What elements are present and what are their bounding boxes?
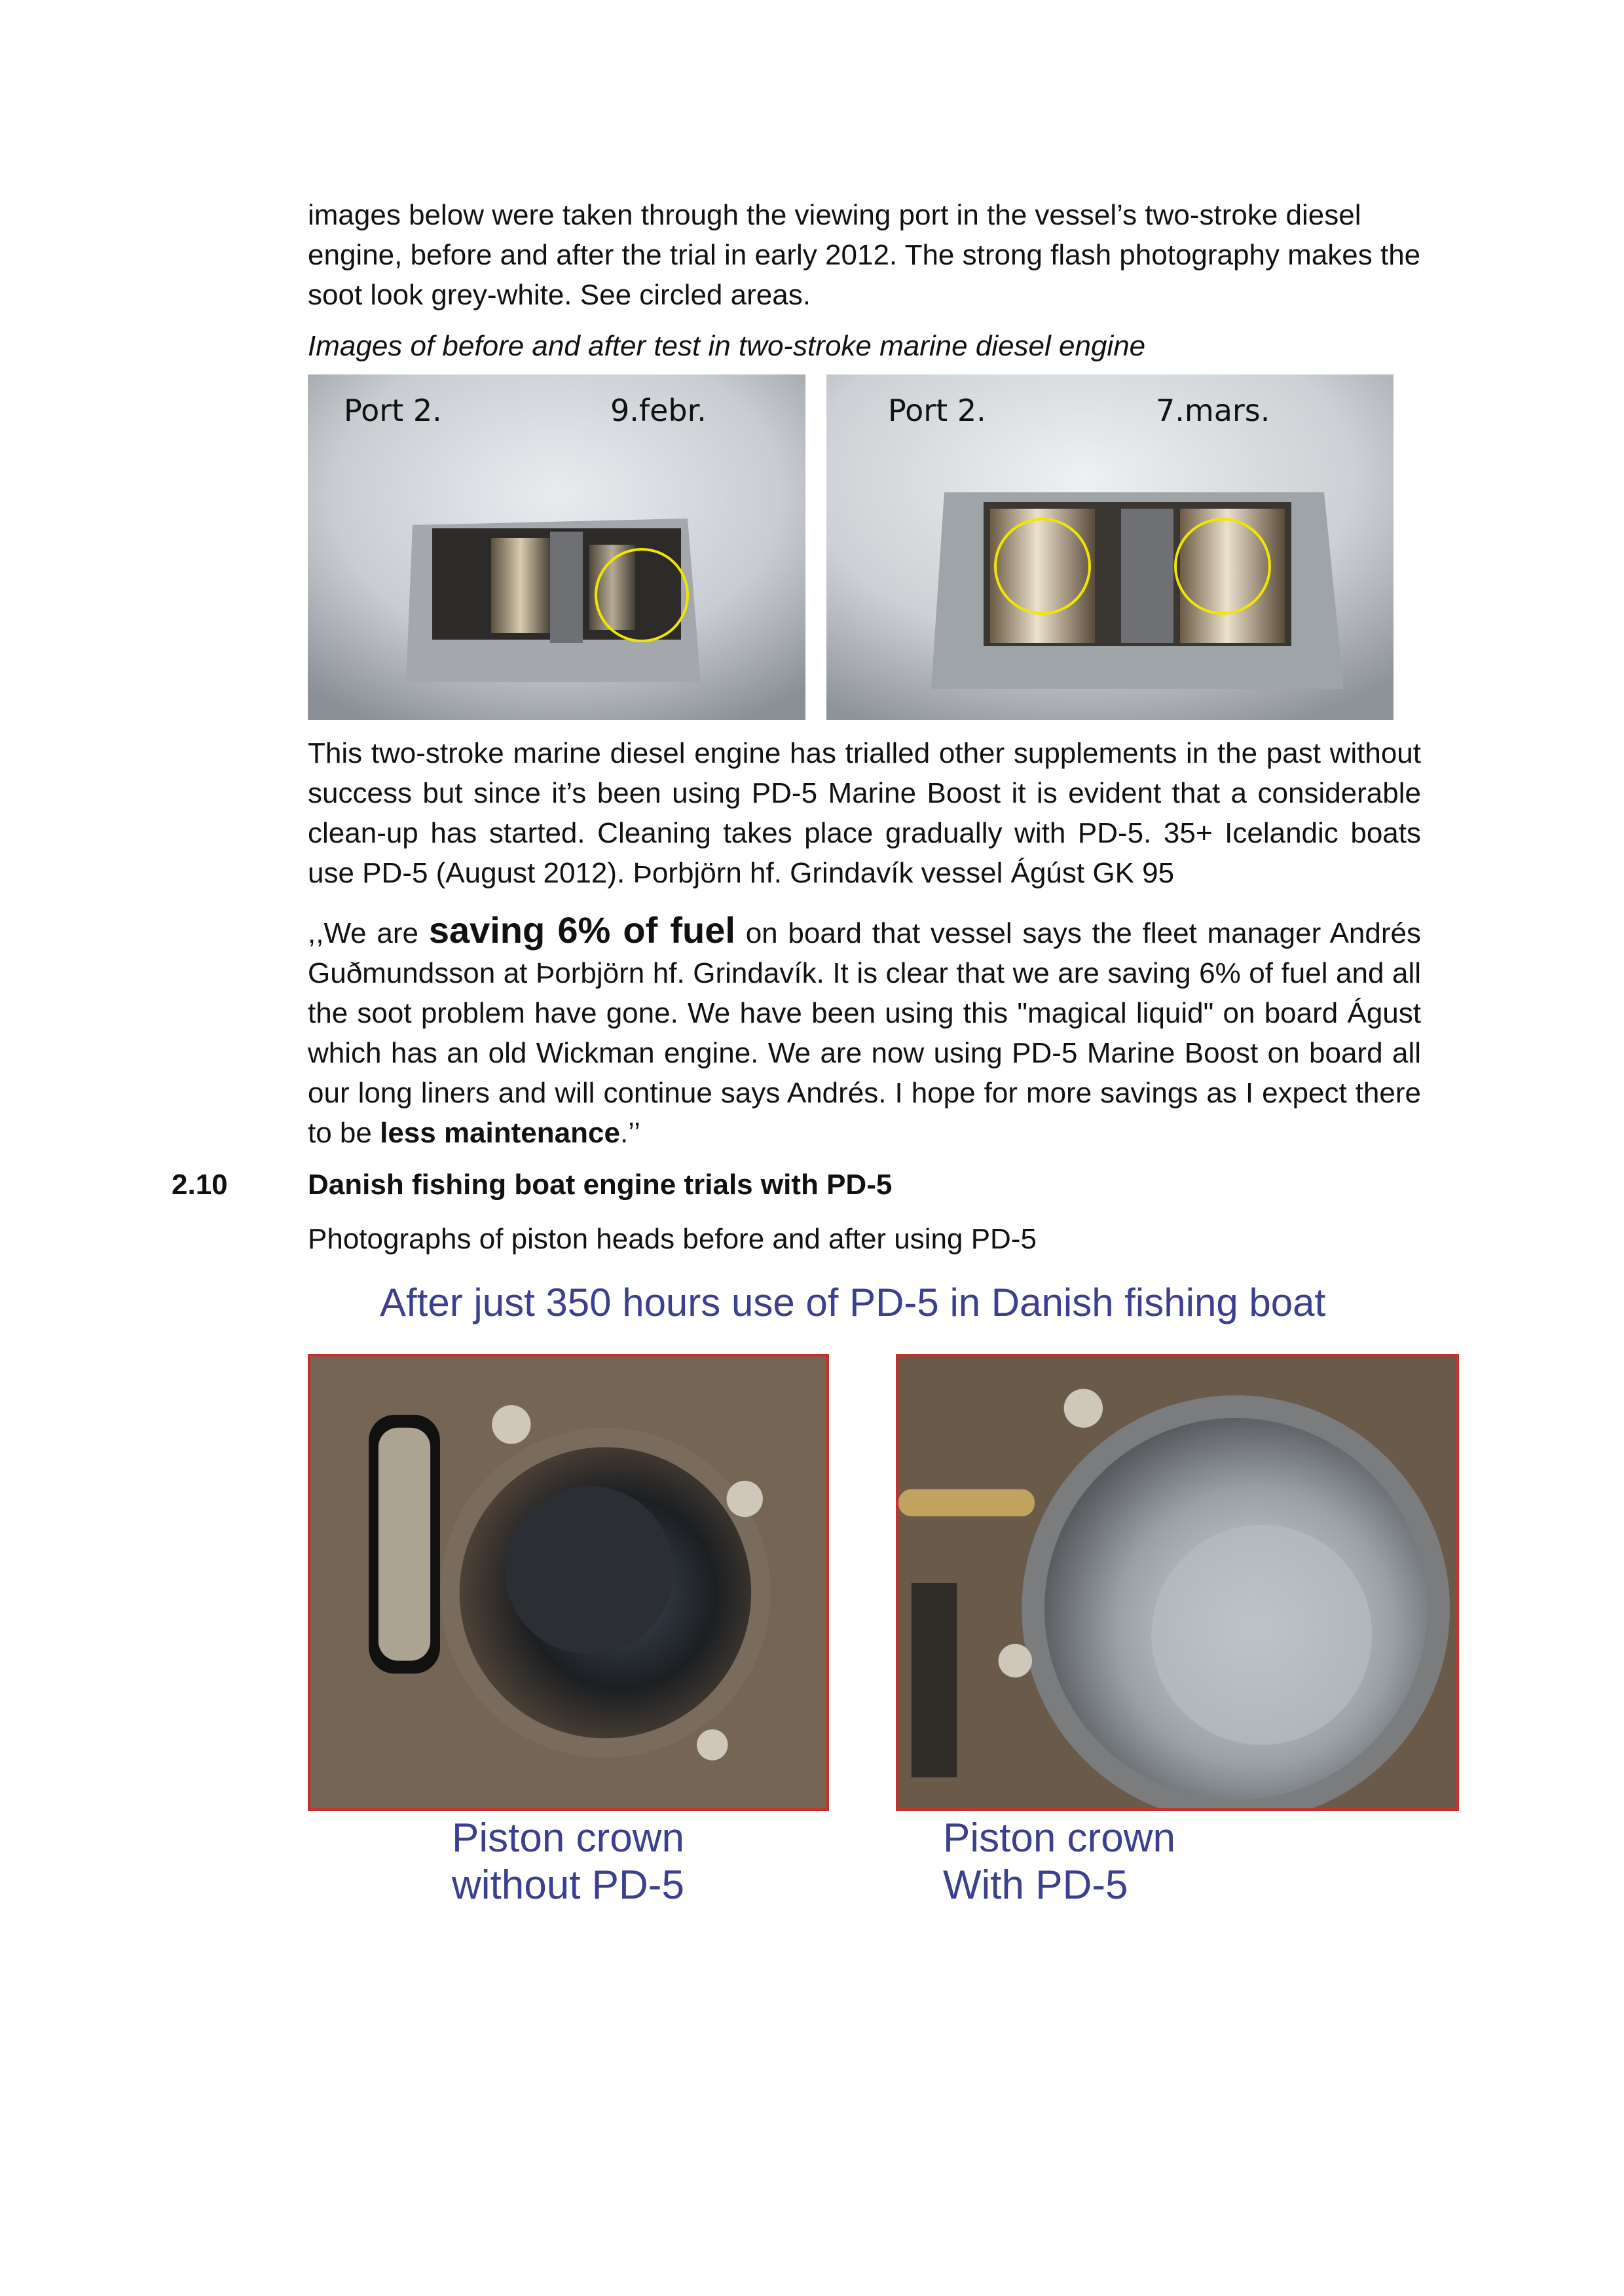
section-number: 2.10 [172,1169,228,1201]
port-label: Port 2. [344,393,442,428]
piston-photo-with [896,1354,1459,1811]
intro-paragraph: images below were taken through the viewing port in the vessel’s two-stroke diesel engine, before and after the trial in early 2012. The strong flash photography makes the soot look grey-white. See circled areas. [308,199,1421,311]
quote-highlight: saving 6% of fuel [428,909,735,951]
left-label-line2: without PD-5 [452,1863,684,1908]
left-label-line1: Piston crown [452,1815,684,1861]
port-label: Port 2. [888,393,986,428]
date-label: 9.febr. [610,393,707,428]
section-subtitle: Photographs of piston heads before and after using PD-5 [308,1223,1037,1255]
piston-label-with [943,1815,1175,1909]
quote-middle: on board that vessel says the fleet manager Andrés Guðmundsson at Þorbjörn hf. Grindavík. It is clear that we are saving 6% of fuel and all the soot problem have gone. We have been using this "magical liquid" on board Águst which has an old Wickman engine. We are now using PD-5 Marine Boost on board all our long liners and will continue says Andrés. I hope for more savings as I expect there to be [308,917,1421,1149]
section-title: Danish fishing boat engine trials with PD-5 [308,1169,893,1201]
quote-bold-end: less maintenance [380,1117,620,1149]
piston-figure-title: After just 350 hours use of PD-5 in Danish fishing boat [380,1281,1326,1324]
quote-paragraph [308,910,1421,1153]
port-photo-before [308,374,805,720]
quote-suffix: .’’ [619,1117,640,1149]
date-label: 7.mars. [1156,393,1270,428]
figure-caption: Images of before and after test in two-stroke marine diesel engine [308,330,1146,362]
piston-label-without [452,1815,684,1909]
piston-photo-without [308,1354,829,1811]
right-label-line2: With PD-5 [943,1863,1128,1908]
quote-prefix: ,,We are [308,917,429,949]
body-paragraph: This two-stroke marine diesel engine has trialled other supplements in the past without success but since it’s been using PD-5 Marine Boost it is evident that a considerable clean-up has started. Cleaning takes place gradually with PD-5. 35+ Icelandic boats use PD-5 (August 2012). Þorbjörn hf. Grindavík vessel Ágúst GK 95 [308,737,1421,889]
port-photo-after [826,374,1393,720]
right-label-line1: Piston crown [943,1815,1175,1861]
